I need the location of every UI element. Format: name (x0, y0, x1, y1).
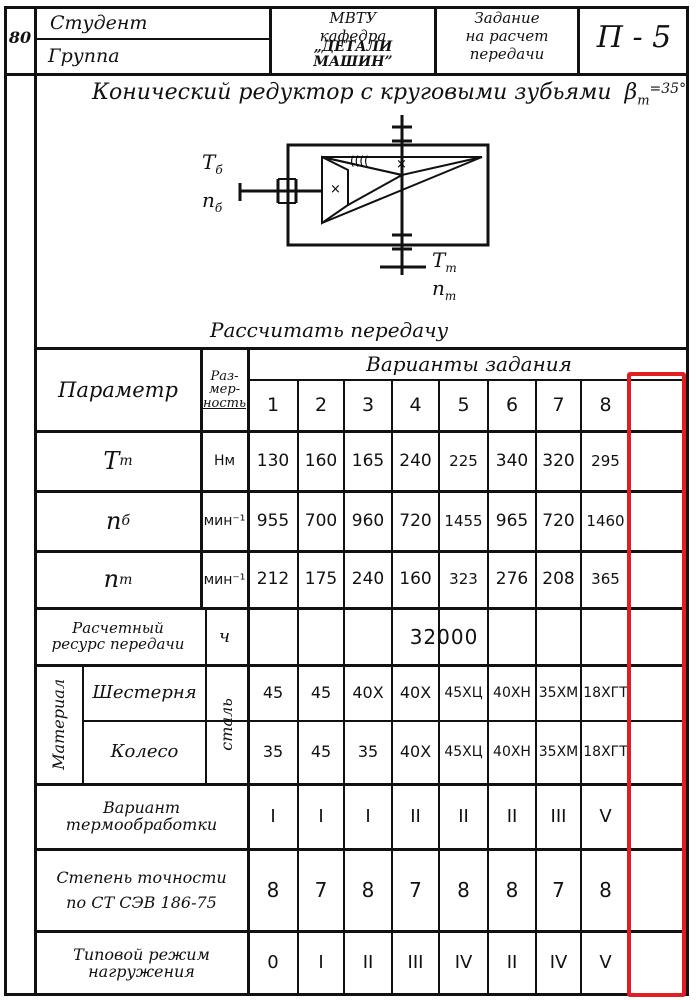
heat-treatment-value: III (550, 805, 567, 827)
accuracy-value: 8 (266, 878, 280, 902)
param-sub: т (119, 453, 133, 470)
accuracy-value: 8 (599, 878, 612, 902)
n-b-symbol: n (202, 188, 215, 212)
corner-number: 80 (8, 27, 32, 47)
table-cell: 240 (351, 569, 385, 590)
header-divider (34, 6, 37, 75)
table-cell: 365 (591, 570, 620, 589)
task-label: передачи (469, 45, 545, 64)
student-label: Студент (50, 12, 148, 34)
calculate-label: Рассчитать передачу (210, 318, 449, 342)
dim-header-line: Раз- (210, 368, 239, 384)
load-mode-label (36, 933, 247, 994)
pinion-material: 45 (310, 682, 332, 702)
output-torque-label (432, 248, 457, 275)
task-label: на расчет (465, 26, 549, 45)
pinion-material: 35ХМ (538, 684, 579, 701)
table-cell: 175 (304, 569, 338, 590)
load-mode-value: I (318, 952, 324, 974)
variant-number: 7 (552, 394, 565, 417)
wheel-material: 45ХЦ (444, 744, 483, 761)
table-cell: 160 (304, 450, 338, 471)
heat-treatment-value: II (506, 805, 518, 827)
variant-number: 2 (314, 394, 328, 417)
param-sub: т (119, 571, 133, 588)
param-letter: n (103, 565, 120, 594)
load-mode-value: V (599, 952, 612, 974)
accuracy-value: 7 (314, 878, 328, 902)
beta-sub: m (637, 93, 650, 109)
beta-value: =35° (649, 81, 687, 97)
gearbox-schematic (230, 115, 510, 275)
param-sub: б (121, 513, 130, 530)
group-label: Группа (48, 45, 120, 67)
schematic-x-mark: × (330, 182, 341, 197)
n-t-symbol: n (432, 276, 445, 300)
material-group-label (36, 666, 82, 783)
wheel-material: 18ХГТ (583, 744, 628, 761)
title-text: Конический редуктор с круговыми зубьями (92, 80, 612, 105)
table-cell: 212 (256, 569, 290, 590)
load-mode-value: II (362, 952, 374, 974)
resource-label (36, 610, 200, 664)
param-letter: T (103, 446, 120, 475)
param-unit: Нм (213, 453, 236, 470)
heat-treatment-value: I (270, 805, 276, 827)
table-cell: 276 (495, 569, 529, 590)
accuracy-value: 8 (361, 878, 375, 902)
load-mode-value: IV (454, 952, 473, 974)
department-label: кафедра (319, 26, 387, 45)
accuracy-label-line: по СТ СЭВ 186-75 (66, 892, 217, 912)
task-label: Задание (474, 9, 540, 28)
table-cell: 160 (399, 569, 432, 590)
table-cell: 225 (449, 451, 478, 470)
n-b-sub: б (214, 201, 223, 215)
table-cell: 320 (542, 450, 575, 471)
wheel-label: Колесо (110, 741, 179, 763)
wheel-material: 40Х (399, 742, 432, 762)
load-mode-value: III (407, 952, 424, 974)
page-title (92, 80, 686, 108)
table-cell: 323 (449, 570, 478, 589)
table-cell: 240 (399, 450, 432, 471)
param-symbol (36, 433, 200, 490)
material-unit (207, 666, 247, 783)
variant-number: 1 (266, 394, 280, 417)
heat-treatment-value: V (599, 805, 612, 827)
heat-label-line: термообработки (65, 815, 218, 834)
table-cell: 165 (351, 450, 385, 471)
accuracy-label-line: Степень точности (56, 867, 227, 887)
table-cell: 960 (351, 510, 385, 531)
n-t-sub: т (444, 289, 457, 303)
variants-header: Варианты задания (366, 352, 572, 376)
resource-label-line: Расчетный (72, 619, 164, 638)
schematic-arcs: (((( (350, 154, 369, 168)
variant-number: 3 (361, 394, 375, 417)
material-group-text: Материал (48, 679, 68, 770)
resource-value: 32000 (409, 624, 479, 649)
schematic-x-mark: × (396, 157, 407, 172)
header-rule (34, 38, 269, 40)
dim-header-line: мер- (208, 382, 241, 398)
param-letter: n (105, 506, 122, 535)
table-cell: 295 (591, 451, 620, 470)
t-t-sub: т (445, 261, 457, 275)
t-t-symbol: T (432, 248, 446, 272)
material-unit-text: сталь (216, 698, 236, 751)
input-torque-label (202, 150, 223, 177)
heat-treatment-label (36, 786, 247, 848)
param-header: Параметр (58, 377, 178, 402)
beta-symbol: β (624, 80, 638, 105)
table-cell: 965 (495, 510, 529, 531)
param-symbol (36, 493, 200, 550)
table-cell: 955 (256, 510, 290, 531)
resource-unit: ч (218, 625, 231, 647)
table-cell: 1455 (444, 511, 483, 530)
row-rule (247, 379, 689, 381)
accuracy-value: 7 (552, 878, 565, 902)
pinion-material: 45 (262, 682, 284, 702)
variant-number: 4 (409, 394, 422, 417)
output-speed-label (432, 276, 456, 303)
param-unit: мин⁻¹ (203, 571, 246, 588)
table-cell: 720 (399, 510, 432, 531)
load-mode-value: IV (549, 952, 568, 974)
dim-header-line: ность (202, 395, 247, 411)
accuracy-value: 8 (505, 878, 519, 902)
resource-label-line: ресурс передачи (51, 635, 185, 653)
table-cell: 130 (256, 450, 290, 471)
load-mode-value: 0 (267, 952, 279, 974)
variant-number: 6 (505, 394, 519, 417)
heat-label-line: Вариант (102, 798, 181, 818)
wheel-material: 35 (357, 742, 379, 762)
variant-number: 8 (599, 394, 612, 417)
accuracy-value: 7 (409, 878, 422, 902)
param-symbol (36, 553, 200, 607)
table-cell: 1460 (586, 511, 625, 530)
variant-8-highlight (627, 372, 686, 997)
accuracy-value: 8 (457, 878, 470, 902)
department-name: „ДЕТАЛИ МАШИН” (313, 39, 393, 70)
table-cell: 340 (495, 450, 529, 471)
dimension-header (202, 350, 247, 430)
load-label-line: Типовой режим (73, 944, 210, 964)
load-mode-value: II (506, 952, 518, 974)
wheel-material: 45 (310, 742, 332, 762)
pinion-material: 18ХГТ (583, 684, 628, 701)
table-cell: 700 (304, 510, 338, 531)
t-b-symbol: T (202, 150, 216, 174)
heat-treatment-value: I (365, 805, 371, 827)
institution-label: МВТУ (329, 9, 377, 28)
accuracy-label (36, 851, 247, 930)
pinion-material: 45ХЦ (444, 684, 483, 701)
table-cell: 720 (542, 510, 575, 531)
wheel-material: 40ХН (493, 744, 531, 761)
header-bottom-rule (4, 73, 689, 76)
variant-number: 5 (457, 394, 470, 417)
heat-treatment-value: II (410, 805, 421, 827)
sheet-code: П - 5 (596, 20, 672, 56)
heat-treatment-value: II (458, 805, 469, 827)
pinion-material: 40Х (399, 682, 432, 702)
input-speed-label (202, 188, 222, 215)
pinion-material: 40ХН (493, 684, 531, 701)
pinion-label: Шестерня (92, 681, 197, 703)
wheel-material: 35ХМ (538, 744, 579, 761)
t-b-sub: б (215, 163, 223, 177)
heat-treatment-value: I (318, 805, 324, 827)
wheel-material: 35 (262, 742, 284, 762)
param-unit: мин⁻¹ (203, 513, 246, 530)
load-label-line: нагружения (88, 961, 195, 981)
pinion-material: 40Х (352, 682, 384, 702)
table-cell: 208 (542, 569, 575, 590)
